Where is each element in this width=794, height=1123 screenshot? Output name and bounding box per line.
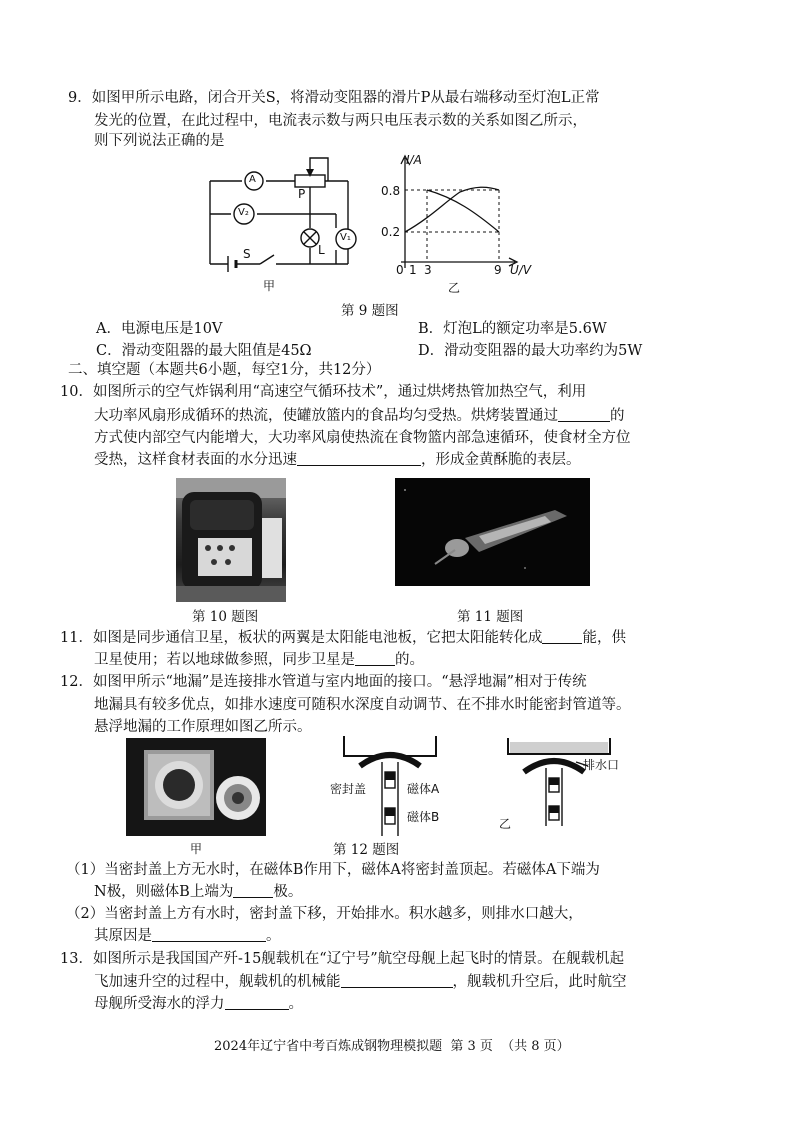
q10-line-4-text-a: 受热，这样食材表面的水分迅速 — [94, 452, 297, 468]
iu-graph — [375, 150, 545, 275]
graph-caption: 乙 — [448, 281, 461, 295]
page-footer: 2024年辽宁省中考百炼成钢物理模拟题 第 3 页 （共 8 页） — [214, 1039, 570, 1054]
outlet-label: 排水口 — [583, 758, 620, 772]
q13-line-3-text-a: 母舰所受海水的浮力 — [94, 996, 225, 1012]
graph-origin: 0 — [396, 263, 404, 277]
x-axis-label: U/V — [510, 263, 532, 277]
switch-s-label: S — [243, 247, 251, 261]
q9-line-3: 则下列说法正确的是 — [94, 133, 225, 149]
q9-option-d: D．滑动变阻器的最大功率约为5W — [418, 343, 643, 359]
drain-diagram-wet — [500, 732, 620, 832]
q9-option-a: A．电源电压是10V — [96, 321, 223, 337]
q12-yi-caption: 乙 — [499, 817, 512, 831]
q11-line-1-text-b: 能，供 — [582, 630, 626, 646]
seal-cover-label: 密封盖 — [330, 782, 367, 796]
circuit-caption: 甲 — [263, 279, 276, 293]
q13-blank-2[interactable] — [225, 995, 289, 1010]
x-tick-3: 3 — [424, 263, 432, 277]
air-fryer-photo — [176, 478, 286, 602]
q12-line-2: 地漏具有较多优点，如排水速度可随积水深度自动调节、在不排水时能密封管道等。 — [94, 697, 631, 713]
q12-sub1-line-2 — [94, 882, 302, 902]
q9-line-1: 9．如图甲所示电路，闭合开关S，将滑动变阻器的滑片P从最右端移动至灯泡L正常 — [68, 90, 600, 106]
q12-line-3: 悬浮地漏的工作原理如图乙所示。 — [94, 719, 312, 735]
q12-sub2-line-1: （2）当密封盖上方有水时，密封盖下移，开始排水。积水越多，则排水口越大， — [66, 906, 583, 922]
y-axis-label: I/A — [406, 153, 422, 167]
q13-line-2 — [94, 972, 627, 992]
q10-blank-2[interactable] — [297, 451, 421, 466]
voltmeter-v1-label: V₁ — [340, 232, 351, 243]
x-tick-1: 1 — [409, 263, 417, 277]
q12-figure-caption: 第 12 题图 — [333, 842, 400, 858]
q12-sub1-end: 极。 — [273, 884, 303, 900]
magnet-a-label: 磁体A — [407, 782, 440, 796]
q13-line-2-text-a: 飞加速升空的过程中，舰载机的机械能 — [94, 974, 341, 990]
q10-line-4-text-b: ，形成金黄酥脆的表层。 — [421, 452, 581, 468]
y-tick-0-2: 0.2 — [381, 225, 401, 239]
q12-sub1-line-1: （1）当密封盖上方无水时，在磁体B作用下，磁体A将密封盖顶起。若磁体A下端为 — [66, 862, 600, 878]
q9-line-2: 发光的位置，在此过程中，电流表示数与两只电压表示数的关系如图乙所示， — [94, 113, 587, 129]
circuit-diagram — [200, 150, 360, 275]
q10-line-3: 方式使内部空气内能增大，大功率风扇使热流在食物篮内部急速循环，使食材全方位 — [94, 430, 631, 446]
section-heading: 二、填空题（本题共6小题，每空1分，共12分） — [68, 362, 381, 378]
q12-blank-1[interactable] — [233, 883, 273, 898]
q12-sub2-end: 。 — [266, 928, 281, 944]
voltmeter-v2-label: V₂ — [238, 207, 249, 218]
q9-option-c: C．滑动变阻器的最大阻值是45Ω — [96, 343, 312, 359]
q11-blank-2[interactable] — [355, 651, 395, 666]
q12-sub2-line-2 — [94, 926, 281, 946]
q9-figure-caption: 第 9 题图 — [341, 303, 399, 319]
ammeter-label: A — [249, 174, 256, 185]
q12-blank-2[interactable] — [152, 927, 266, 942]
floor-drain-photo — [126, 738, 266, 836]
magnet-b-label: 磁体B — [407, 810, 440, 824]
lamp-l-label: L — [318, 243, 325, 257]
q10-line-2-end: 的 — [610, 408, 625, 424]
q10-figure-caption: 第 10 题图 — [192, 609, 259, 625]
q11-figure-caption: 第 11 题图 — [457, 609, 524, 625]
q13-blank-1[interactable] — [341, 973, 453, 988]
q12-sub1-text: N极，则磁体B上端为 — [94, 884, 234, 900]
y-tick-0-8: 0.8 — [381, 184, 401, 198]
q11-line-2-text-a: 卫星使用；若以地球做参照，同步卫星是 — [94, 652, 355, 668]
q13-line-1: 13．如图所示是我国国产歼-15舰载机在“辽宁号”航空母舰上起飞时的情景。在舰载机起 — [60, 951, 625, 967]
q10-line-2-text: 大功率风扇形成循环的热流，使罐放篮内的食品均匀受热。烘烤装置通过 — [94, 408, 558, 424]
q10-blank-1[interactable] — [558, 407, 610, 422]
q9-option-b: B．灯泡L的额定功率是5.6W — [418, 321, 607, 337]
q11-line-1-text-a: 11．如图是同步通信卫星，板状的两翼是太阳能电池板，它把太阳能转化成 — [60, 630, 543, 646]
q11-line-2 — [94, 650, 424, 670]
q12-sub2-text: 其原因是 — [94, 928, 152, 944]
q13-line-3-text-b: 。 — [288, 996, 303, 1012]
q11-line-2-text-b: 的。 — [395, 652, 424, 668]
q11-blank-1[interactable] — [542, 629, 582, 644]
slider-p-label: P — [298, 187, 306, 201]
x-tick-9: 9 — [494, 263, 502, 277]
q12-jia-caption: 甲 — [190, 842, 203, 856]
q13-line-2-text-b: ，舰载机升空后，此时航空 — [452, 974, 627, 990]
q12-line-1: 12．如图甲所示“地漏”是连接排水管道与室内地面的接口。“悬浮地漏”相对于传统 — [60, 674, 587, 690]
q10-line-2 — [94, 406, 625, 426]
q11-line-1 — [60, 628, 626, 648]
q10-line-4 — [94, 450, 581, 470]
q13-line-3 — [94, 994, 303, 1014]
q10-line-1: 10．如图所示的空气炸锅利用“高速空气循环技术”，通过烘烤热管加热空气，利用 — [60, 384, 587, 400]
satellite-photo — [395, 478, 590, 586]
